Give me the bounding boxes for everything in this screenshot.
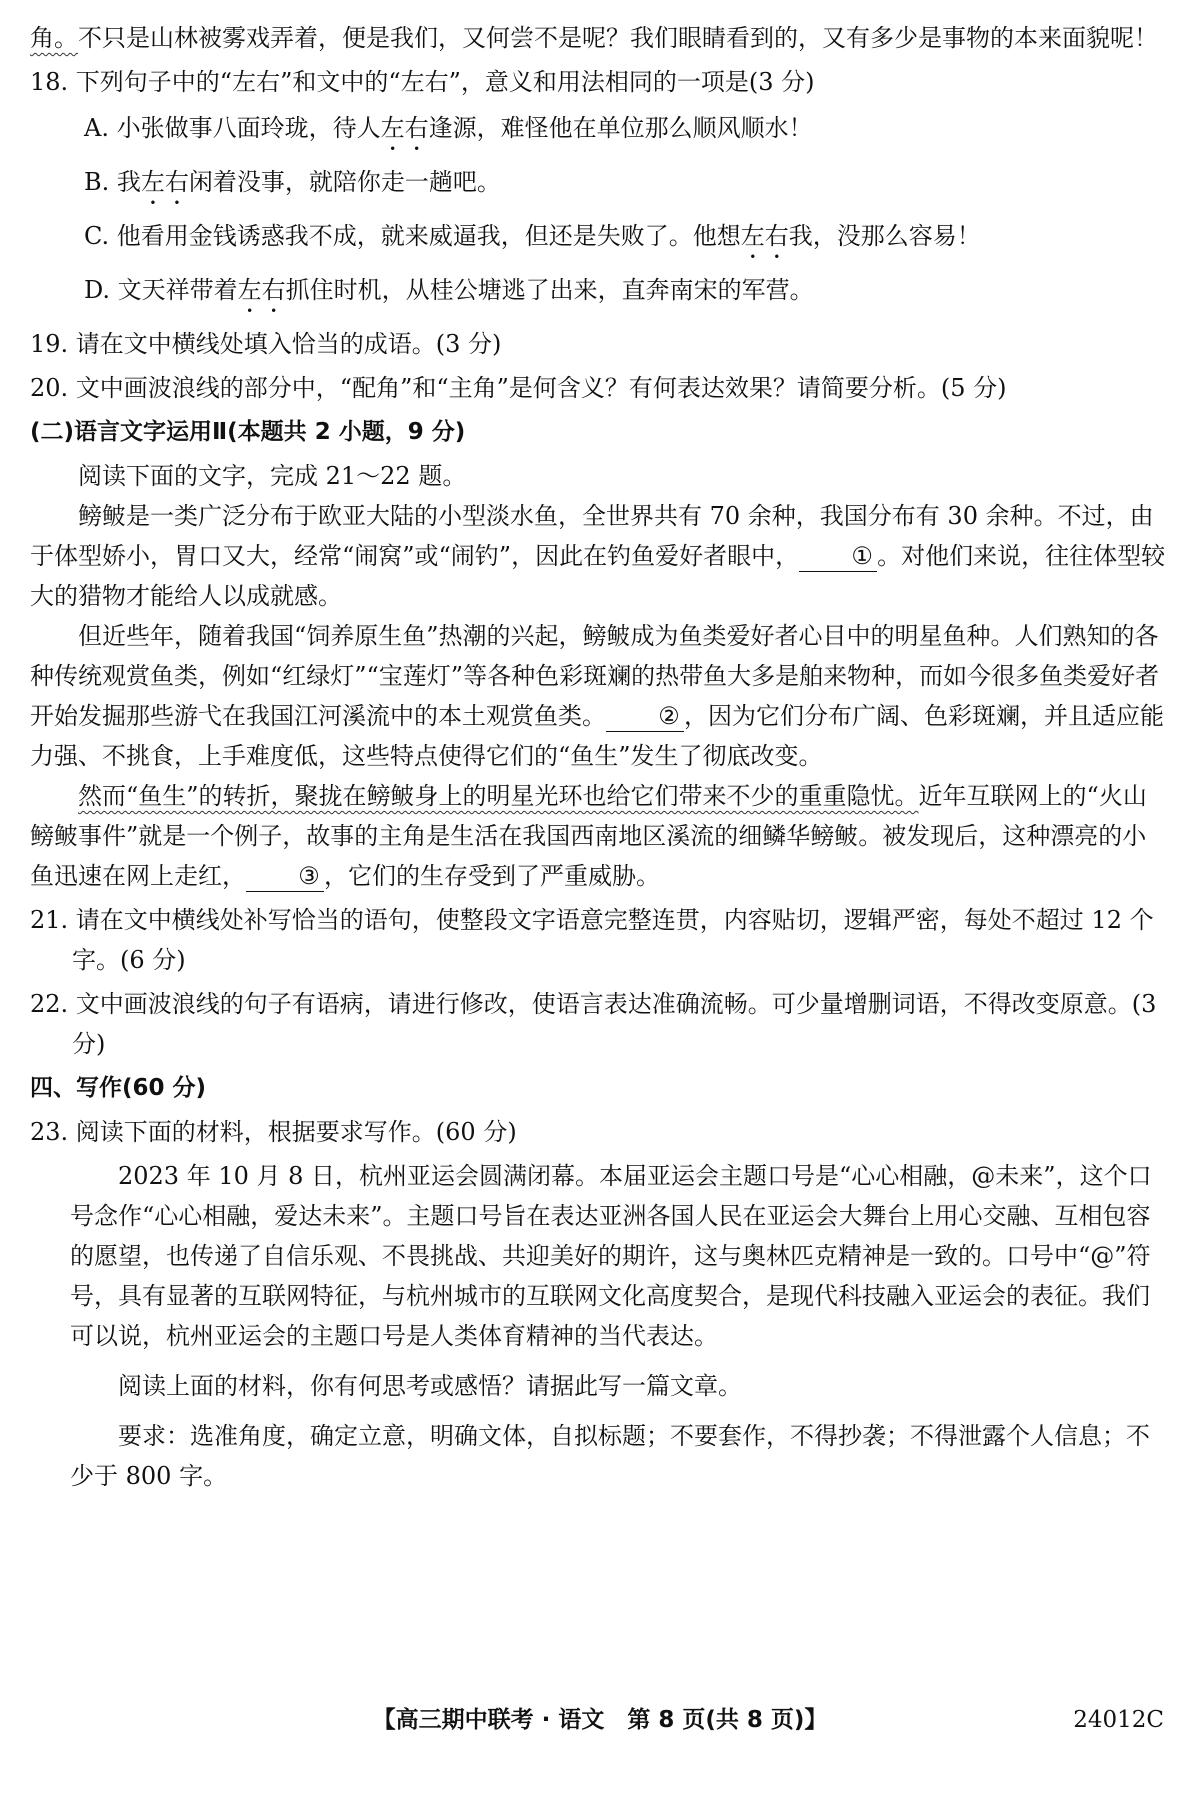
fill-blank-1: ① [799,541,877,572]
option-c: C. 他看用金钱诱惑我不成，就来威逼我，但还是失败了。他想左右我，没那么容易！ [84,222,981,250]
passage-paragraph-3: 然而“鱼生”的转折，聚拢在鳑鲏身上的明星光环也给它们带来不少的重重隐忧。近年互联网上的“火山鳑鲏事件”就是一个例子，故事的主角是生活在我国西南地区溪流的细鳞华鳑鲏。被发现后，这种漂亮的小鱼迅速在网上走红， ③ ，它们的生存受到了严重威胁。 [30,782,1147,890]
dotted-emphasis: 左右 [237,276,286,304]
question-21: 21. 请在文中横线处补写恰当的语句，使整段文字语意完整连贯，内容贴切，逻辑严密，每处不超过 12 个字。(6 分) [30,906,1154,974]
section-heading-2: (二)语言文字运用Ⅱ(本题共 2 小题，9 分) [30,419,466,445]
fill-blank-3: ③ [246,861,324,892]
section-heading-4: 四、写作(60 分) [30,1075,207,1101]
fill-blank-2: ② [606,701,684,732]
footer-page-info: 【高三期中联考 · 语文 第 8 页(共 8 页)】 [372,1707,828,1733]
option-a: A. 小张做事八面玲珑，待人左右逢源，难怪他在单位那么顺风顺水！ [84,114,813,142]
page-footer [0,1700,1200,1740]
material-text: 2023 年 10 月 8 日，杭州亚运会圆满闭幕。本届亚运会主题口号是“心心相融，@未来”，这个口号念作“心心相融，爱达未来”。主题口号旨在表达亚洲各国人民在亚运会大舞台上用心交融、互相包容的愿望，也传递了自信乐观、不畏挑战、共迎美好的期许，这与奥林匹克精神是一致的。口号中“@”符号，具有显著的互联网特征，与杭州城市的互联网文化高度契合，是现代科技融入亚运会的表征。我们可以说，杭州亚运会的主题口号是人类体育精神的当代表达。 [70,1162,1152,1350]
question-20: 20. 文中画波浪线的部分中，“配角”和“主角”是何含义？有何表达效果？请简要分析。(5 分) [30,374,1007,402]
option-d: D. 文天祥带着左右抓住时机，从桂公塘逃了出来，直奔南宋的军营。 [84,276,814,304]
option-b: B. 我左右闲着没事，就陪你走一趟吧。 [84,168,501,196]
writing-material [30,1156,1170,1496]
passage-paragraph-2: 但近些年，随着我国“饲养原生鱼”热潮的兴起，鳑鲏成为鱼类爱好者心目中的明星鱼种。人们熟知的各种传统观赏鱼类，例如“红绿灯”“宝莲灯”等各种色彩斑斓的热带鱼大多是舶来物种，而如今很多鱼类爱好者开始发掘那些游弋在我国江河溪流中的本土观赏鱼类。 ② ，因为它们分布广阔、色彩斑斓，并且适应能力强、不挑食，上手难度低，这些特点使得它们的“鱼生”发生了彻底改变。 [30,622,1164,770]
writing-prompt: 阅读上面的材料，你有何思考或感悟？请据此写一篇文章。 [118,1372,742,1400]
footer-code: 24012C [1073,1707,1164,1733]
continued-text: 角。不只是山林被雾戏弄着，便是我们，又何尝不是呢？我们眼睛看到的，又有多少是事物的本来面貌呢！ [30,24,1158,52]
dotted-emphasis: 左右 [140,168,189,196]
question-22: 22. 文中画波浪线的句子有语病，请进行修改，使语言表达准确流畅。可少量增删词语，不得改变原意。(3 分) [30,990,1157,1058]
writing-requirement: 要求：选准角度，确定立意，明确文体，自拟标题；不要套作，不得抄袭；不得泄露个人信息；不少于 800 字。 [70,1422,1150,1490]
wavy-underlined-sentence: 然而“鱼生”的转折，聚拢在鳑鲏身上的明星光环也给它们带来不少的重重隐忧。 [78,782,919,810]
question-23: 23. 阅读下面的材料，根据要求写作。(60 分) [30,1118,517,1146]
exam-page [30,18,1170,1496]
dotted-emphasis: 左右 [380,114,429,142]
passage-paragraph-1: 鳑鲏是一类广泛分布于欧亚大陆的小型淡水鱼，全世界共有 70 余种，我国分布有 30 余种。不过，由于体型娇小，胃口又大，经常“闹窝”或“闹钓”，因此在钓鱼爱好者眼中， ① 。对他们来说，往往体型较大的猎物才能给人以成就感。 [30,502,1166,610]
dotted-emphasis: 左右 [740,222,789,250]
question-19: 19. 请在文中横线处填入恰当的成语。(3 分) [30,330,502,358]
reading-instruction: 阅读下面的文字，完成 21～22 题。 [78,462,467,490]
wavy-underlined-text: 角。 [30,24,78,52]
question-18-stem: 18. 下列句子中的“左右”和文中的“左右”，意义和用法相同的一项是(3 分) [30,68,815,96]
